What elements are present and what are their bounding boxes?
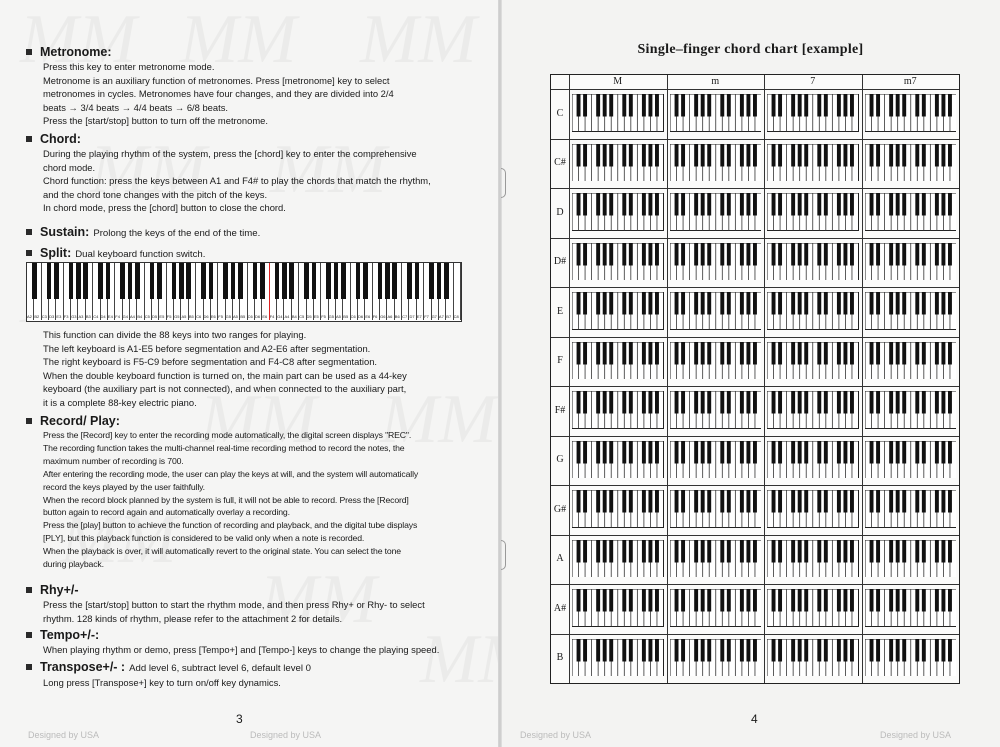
chord-keyboard-B-m7 <box>865 639 957 677</box>
key-label: B4 <box>137 314 143 319</box>
book-spine <box>498 0 502 747</box>
section-body <box>26 328 476 410</box>
bullet-icon <box>26 418 32 424</box>
body-line: rhythm. 128 kinds of rhythm, please refer to the attachment 2 for details. <box>43 612 343 624</box>
section-title: Record/ Play: <box>40 414 120 428</box>
key-label: E3 <box>56 314 62 319</box>
key-label: A6 <box>387 314 393 319</box>
section-title: Chord: <box>40 132 81 146</box>
black-key <box>172 263 177 299</box>
black-key <box>334 263 339 299</box>
key-label: G4 <box>277 314 283 319</box>
key-label: G5 <box>174 314 180 319</box>
section-title: Split: <box>40 246 72 260</box>
chord-keyboard-C#-7 <box>767 144 859 182</box>
black-key <box>106 263 111 299</box>
key-label: B2 <box>34 314 40 319</box>
key-label: C5 <box>144 314 150 319</box>
column-header: 7 <box>810 76 816 87</box>
key-label: D6 <box>203 314 209 319</box>
key-label: B3 <box>85 314 91 319</box>
row-label: A# <box>553 602 567 614</box>
body-line: metronomes in cycles. Metronomes have four changes, and they are divided into 2/4 <box>43 88 394 100</box>
key-label: A4 <box>129 314 135 319</box>
chord-keyboard-B-7 <box>767 639 859 677</box>
black-key <box>392 263 397 299</box>
section-rhy <box>26 582 476 625</box>
black-key <box>83 263 88 299</box>
grid-line <box>551 584 959 585</box>
chord-keyboard-E-m <box>670 292 762 330</box>
chord-keyboard-E-m7 <box>865 292 957 330</box>
body-line: beats → 3/4 beats → 4/4 beats → 6/8 beats. <box>43 101 229 113</box>
chart-title: Single–finger chord chart [example] <box>637 42 864 57</box>
chord-keyboard-F-m7 <box>865 342 957 380</box>
chord-keyboard-A#-M <box>572 589 664 627</box>
chord-keyboard-A-M <box>572 540 664 578</box>
section-title: Sustain: <box>40 225 90 239</box>
key-label: A7 <box>438 314 444 319</box>
black-key <box>326 263 331 299</box>
column-header: m <box>711 76 720 87</box>
key-label: B5 <box>188 314 194 319</box>
page-number: 4 <box>751 712 758 726</box>
black-key <box>407 263 412 299</box>
chord-keyboard-G-m <box>670 441 762 479</box>
key-label: C6 <box>350 314 356 319</box>
chord-keyboard-G-7 <box>767 441 859 479</box>
key-label: D5 <box>306 314 312 319</box>
chord-keyboard-D#-m <box>670 243 762 281</box>
chord-keyboard-F#-m7 <box>865 391 957 429</box>
grid-line <box>551 436 959 437</box>
key-label: D7 <box>409 314 415 319</box>
body-line: and the chord tone changes with the pitch of the keys. <box>43 188 268 200</box>
black-key <box>312 263 317 299</box>
black-key <box>135 263 140 299</box>
key-label: A3 <box>78 314 84 319</box>
section-transpose <box>26 659 476 689</box>
chord-keyboard-D-7 <box>767 193 859 231</box>
black-key <box>415 263 420 299</box>
bullet-icon <box>26 664 32 670</box>
grid-line <box>667 75 668 683</box>
chord-keyboard-A#-7 <box>767 589 859 627</box>
row-label: F <box>557 355 563 367</box>
key-label: C4 <box>93 314 99 319</box>
chord-keyboard-D#-m7 <box>865 243 957 281</box>
section-metronome <box>26 44 476 128</box>
chord-keyboard-G-M <box>572 441 664 479</box>
grid-line <box>551 386 959 387</box>
bullet-icon <box>26 49 32 55</box>
key-label: A2 <box>27 314 32 319</box>
body-line: Long press [Transpose+] key to turn on/off key dynamics. <box>43 676 281 688</box>
page-number: 3 <box>236 712 243 726</box>
black-key <box>98 263 103 299</box>
chord-keyboard-F-M <box>572 342 664 380</box>
chord-keyboard-B-m <box>670 639 762 677</box>
body-line: keyboard (the auxiliary part is not connected), and when connected to the auxiliary part, <box>43 383 407 395</box>
section-body <box>26 676 476 690</box>
key-label: E6 <box>262 314 268 319</box>
black-key <box>429 263 434 299</box>
row-label: D# <box>553 256 567 268</box>
body-line: When the double keyboard function is turned on, the main part can be used as a 44-key <box>43 369 407 381</box>
section-title: Transpose+/- : <box>40 660 126 674</box>
section-body <box>26 598 476 625</box>
chord-keyboard-D-m7 <box>865 193 957 231</box>
black-key <box>223 263 228 299</box>
key-label: E4 <box>107 314 113 319</box>
black-key <box>231 263 236 299</box>
section-chord <box>26 131 476 215</box>
key-label: E5 <box>313 314 319 319</box>
key-label: C3 <box>41 314 47 319</box>
body-line: record the keys played by the user faithfully. <box>43 481 205 492</box>
key-label: F6 <box>372 314 378 319</box>
section-title: Rhy+/- <box>40 583 79 597</box>
footer-text: Designed by USA <box>880 730 952 740</box>
chord-keyboard-G#-m7 <box>865 490 957 528</box>
key-label: B6 <box>394 314 400 319</box>
chord-keyboard-C-m7 <box>865 94 957 132</box>
chord-keyboard-C-m <box>670 94 762 132</box>
black-key <box>260 263 265 299</box>
chord-keyboard-A-m <box>670 540 762 578</box>
body-line: The left keyboard is A1-E5 before segmentation and A2-E6 after segmentation. <box>43 342 371 354</box>
body-line: After entering the recording mode, the user can play the keys at will, and the system will automatically <box>43 468 419 479</box>
grid-line <box>551 485 959 486</box>
footer-text: Designed by USA <box>28 730 100 740</box>
row-label: A <box>556 553 564 565</box>
key-label: A5 <box>335 314 341 319</box>
key-label: F7 <box>424 314 429 319</box>
split-keyboard-diagram <box>26 262 462 322</box>
key-label: F4 <box>115 314 120 319</box>
section-record <box>26 413 476 571</box>
black-key <box>356 263 361 299</box>
body-line: chord mode. <box>43 161 96 173</box>
grid-line <box>569 75 570 683</box>
key-label: G6 <box>380 314 386 319</box>
section-title: Tempo+/-: <box>40 628 100 642</box>
black-key <box>179 263 184 299</box>
section-body <box>26 643 476 657</box>
row-label: E <box>556 305 564 317</box>
footer-text: Designed by USA <box>250 730 322 740</box>
body-line: Chord function: press the keys between A1 and F4# to play the chords that match the rhythm, <box>43 175 431 187</box>
row-label: G <box>556 454 564 466</box>
body-line: it is a complete 88-key electric piano. <box>43 396 197 408</box>
key-label: C7 <box>402 314 408 319</box>
staple <box>501 540 506 570</box>
key-label: B5 <box>343 314 349 319</box>
section-sustain <box>26 224 476 241</box>
body-line: Press the [start/stop] button to start the rhythm mode, and then press Rhy+ or Rhy- to select <box>43 599 425 610</box>
row-label: C <box>556 107 564 119</box>
chord-keyboard-C#-m <box>670 144 762 182</box>
grid-line <box>551 287 959 288</box>
chord-keyboard-E-7 <box>767 292 859 330</box>
chord-keyboard-G#-m <box>670 490 762 528</box>
chord-keyboard-C-M <box>572 94 664 132</box>
key-label: D6 <box>358 314 364 319</box>
body-line: In chord mode, press the [chord] button to close the chord. <box>43 202 286 214</box>
chord-keyboard-D-M <box>572 193 664 231</box>
split-point-marker <box>269 263 270 320</box>
black-key <box>444 263 449 299</box>
chord-keyboard-F#-7 <box>767 391 859 429</box>
key-label: D3 <box>49 314 55 319</box>
chord-keyboard-D#-7 <box>767 243 859 281</box>
grid-line <box>862 75 863 683</box>
black-key <box>289 263 294 299</box>
grid-line <box>551 188 959 189</box>
grid-line <box>764 75 765 683</box>
black-key <box>157 263 162 299</box>
black-key <box>76 263 81 299</box>
section-body <box>26 429 476 571</box>
grid-line <box>551 89 959 90</box>
section-body <box>26 147 476 215</box>
section-body <box>26 60 476 128</box>
key-label: G5 <box>328 314 334 319</box>
bullet-icon <box>26 250 32 256</box>
grid-line <box>551 535 959 536</box>
bullet-icon <box>26 229 32 235</box>
black-key <box>253 263 258 299</box>
body-line: Press this key to enter metronome mode. <box>43 61 215 72</box>
chord-keyboard-G-m7 <box>865 441 957 479</box>
black-key <box>304 263 309 299</box>
row-label: F# <box>554 404 566 416</box>
black-key <box>282 263 287 299</box>
body-line: maximum number of recording is 700. <box>43 455 184 466</box>
black-key <box>378 263 383 299</box>
section-tempo <box>26 627 476 657</box>
bullet-icon <box>26 632 32 638</box>
key-label: C8 <box>453 314 459 319</box>
black-key <box>385 263 390 299</box>
chord-chart-table <box>550 74 960 684</box>
chord-keyboard-A-7 <box>767 540 859 578</box>
body-line: When the playback is over, it will automatically revert to the original state. You can select the tone <box>43 546 401 557</box>
key-label: E6 <box>365 314 371 319</box>
body-line: Metronome is an auxiliary function of metronomes. Press [metronome] key to select <box>43 74 390 86</box>
chord-keyboard-A-m7 <box>865 540 957 578</box>
black-key <box>238 263 243 299</box>
key-label: G7 <box>431 314 437 319</box>
black-key <box>150 263 155 299</box>
key-label: E7 <box>416 314 422 319</box>
black-key <box>341 263 346 299</box>
chord-keyboard-F-7 <box>767 342 859 380</box>
black-key <box>69 263 74 299</box>
chord-keyboard-D-m <box>670 193 762 231</box>
body-line: When the record block planned by the system is full, it will not be able to record. Press the [Record] <box>43 494 409 505</box>
body-line: button again to record again and automatically overlay a recording. <box>43 507 290 518</box>
key-label: F5 <box>321 314 326 319</box>
black-key <box>128 263 133 299</box>
body-line: Press the [play] button to achieve the function of recording and playback, and the digital tube displays <box>43 520 418 531</box>
black-key <box>47 263 52 299</box>
chord-keyboard-G#-M <box>572 490 664 528</box>
black-key <box>201 263 206 299</box>
key-label: G4 <box>122 314 128 319</box>
grid-line <box>551 337 959 338</box>
body-line: This function can divide the 88 keys into two ranges for playing. <box>43 329 307 340</box>
chord-keyboard-G#-7 <box>767 490 859 528</box>
key-label: F5 <box>218 314 223 319</box>
black-key <box>120 263 125 299</box>
chord-keyboard-F#-M <box>572 391 664 429</box>
key-label: B5 <box>240 314 246 319</box>
section-inline-text: Add level 6, subtract level 6, default level 0 <box>129 663 311 674</box>
key-label: G5 <box>225 314 231 319</box>
key-label: C5 <box>299 314 305 319</box>
black-key <box>186 263 191 299</box>
chord-keyboard-C#-m7 <box>865 144 957 182</box>
black-key <box>32 263 37 299</box>
bullet-icon <box>26 587 32 593</box>
row-label: C# <box>554 157 566 169</box>
grid-line <box>551 634 959 635</box>
body-line: [PLY], but this playback function is considered to be valid only when a note is recorded. <box>43 533 365 544</box>
chord-keyboard-D#-M <box>572 243 664 281</box>
body-line: Press the [Record] key to enter the recording mode automatically, the digital screen displays "REC". <box>43 430 412 440</box>
section-title: Metronome: <box>40 45 112 59</box>
key-label: F4 <box>269 314 275 319</box>
chord-keyboard-E-M <box>572 292 664 330</box>
chord-keyboard-A#-m7 <box>865 589 957 627</box>
staple <box>501 168 506 198</box>
body-line: When playing rhythm or demo, press [Tempo+] and [Tempo-] keys to change the playing speed. <box>43 644 440 655</box>
body-line: The recording function takes the multi-channel real-time recording method to record the notes, the <box>43 442 405 453</box>
chord-keyboard-B-M <box>572 639 664 677</box>
key-label: C6 <box>196 314 202 319</box>
footer-text: Designed by USA <box>520 730 592 740</box>
key-label: G3 <box>71 314 77 319</box>
key-label: F3 <box>63 314 69 319</box>
body-line: during playback. <box>43 559 104 570</box>
key-label: B7 <box>446 314 452 319</box>
row-label: B <box>556 652 564 664</box>
section-split <box>26 245 476 262</box>
body-line: During the playing rhythm of the system, press the [chord] key to enter the comprehensive <box>43 148 417 159</box>
key-label: D5 <box>152 314 158 319</box>
key-label: E5 <box>159 314 165 319</box>
section-split-body <box>26 328 476 410</box>
key-label: E6 <box>210 314 216 319</box>
body-line: The right keyboard is F5-C9 before segmentation and F4-C8 after segmentation. <box>43 356 378 368</box>
column-header: M <box>613 76 623 87</box>
row-label: D <box>556 206 564 218</box>
chord-keyboard-C#-M <box>572 144 664 182</box>
key-label: B4 <box>291 314 297 319</box>
chord-keyboard-C-7 <box>767 94 859 132</box>
body-line: Press the [start/stop] button to turn off the metronome. <box>43 115 268 127</box>
white-key <box>454 263 461 320</box>
row-label: G# <box>553 503 567 515</box>
black-key <box>54 263 59 299</box>
black-key <box>275 263 280 299</box>
section-inline-text: Dual keyboard function switch. <box>75 249 206 260</box>
column-header: m7 <box>903 76 917 87</box>
chord-keyboard-A#-m <box>670 589 762 627</box>
section-inline-text: Prolong the keys of the end of the time. <box>93 228 261 239</box>
black-key <box>209 263 214 299</box>
key-label: A5 <box>232 314 238 319</box>
grid-line <box>551 238 959 239</box>
key-label: D4 <box>100 314 106 319</box>
key-label: C6 <box>247 314 253 319</box>
chord-keyboard-F#-m <box>670 391 762 429</box>
grid-line <box>551 139 959 140</box>
key-label: A5 <box>181 314 187 319</box>
chord-keyboard-F-m <box>670 342 762 380</box>
key-label: A4 <box>284 314 290 319</box>
key-label: D6 <box>255 314 261 319</box>
black-key <box>437 263 442 299</box>
bullet-icon <box>26 136 32 142</box>
black-key <box>363 263 368 299</box>
key-label: F5 <box>166 314 172 319</box>
